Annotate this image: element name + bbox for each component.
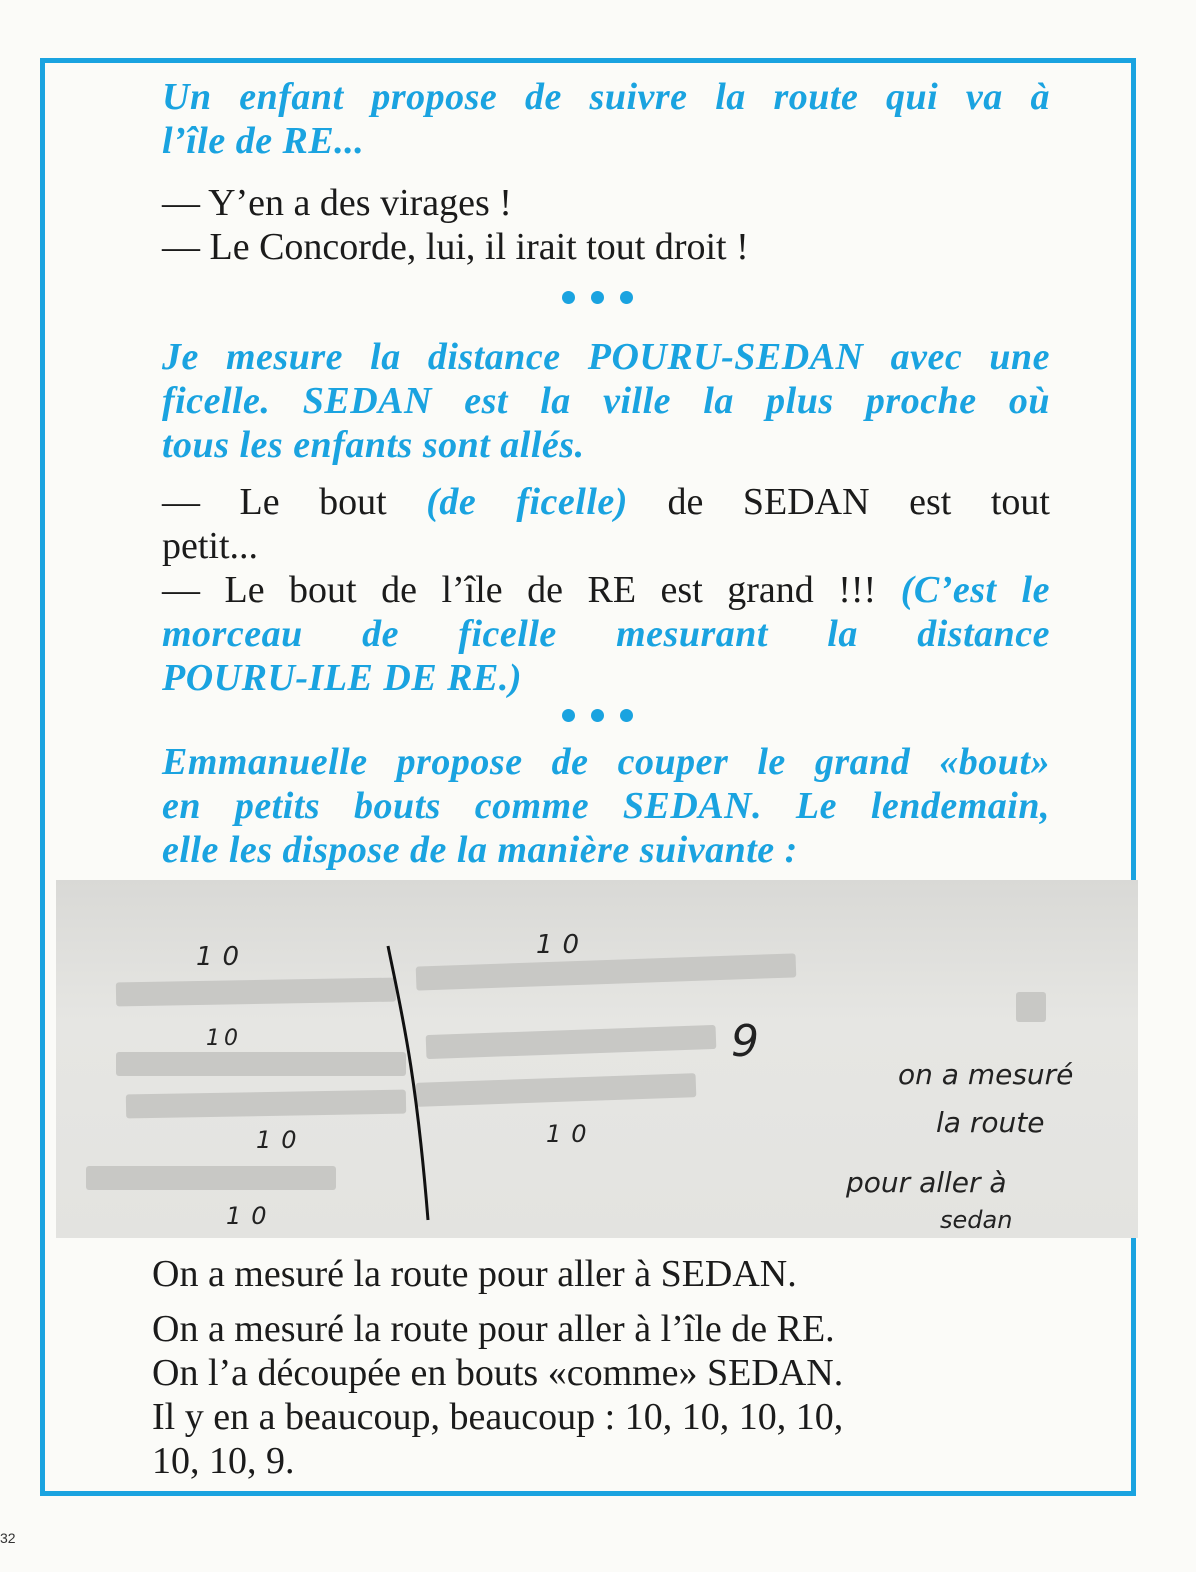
- text-line: Je mesure la distance POURU-SEDAN avec une: [162, 336, 1050, 378]
- intro-paragraph: [162, 75, 1050, 163]
- dialogue-line: — Le Concorde, lui, il irait tout droit !: [162, 226, 749, 268]
- conclusion-line: On a mesuré la route pour aller à SEDAN.: [152, 1253, 797, 1295]
- text-line: Emmanuelle propose de couper le grand «bout»: [162, 741, 1050, 783]
- dialogue-text: — Le bout: [162, 481, 427, 523]
- handwritten-caption: pour aller à: [846, 1166, 1007, 1199]
- aside-line: POURU-ILE DE RE.): [162, 657, 523, 699]
- text-line: Un enfant propose de suivre la route qui va à: [162, 76, 1050, 118]
- dot-icon: [591, 291, 604, 304]
- dialogue-block-1: [162, 181, 1050, 269]
- dot-icon: [562, 291, 575, 304]
- text-line: On l’a découpée en bouts «comme» SEDAN.: [152, 1352, 844, 1394]
- text-line: 10, 10, 9.: [152, 1440, 295, 1482]
- dialogue-block-2: [162, 480, 1050, 700]
- dialogue-line: petit...: [162, 525, 259, 567]
- string-pieces-photo: [56, 880, 1138, 1238]
- handwritten-caption: la route: [936, 1106, 1045, 1139]
- length-label: 10: [536, 930, 590, 960]
- aside-line: morceau de ficelle mesurant la distance: [162, 613, 1050, 655]
- text-line: Il y en a beaucoup, beaucoup : 10, 10, 10, 10,: [152, 1396, 844, 1438]
- dialogue-text: — Le bout de l’île de RE est grand !!!: [162, 569, 901, 611]
- text-line: On a mesuré la route pour aller à l’île de RE.: [152, 1308, 835, 1350]
- measure-paragraph: [162, 335, 1050, 467]
- text-line: tous les enfants sont allés.: [162, 424, 585, 466]
- handwritten-caption: sedan: [940, 1206, 1013, 1234]
- dialogue-line: [162, 568, 1050, 612]
- text-line: en petits bouts comme SEDAN. Le lendemain,: [162, 785, 1050, 827]
- length-label: 10: [206, 1026, 242, 1051]
- separator-dots: [562, 291, 633, 304]
- length-label: 10: [226, 1202, 277, 1230]
- dot-icon: [620, 291, 633, 304]
- text-line: ficelle. SEDAN est la ville la plus proche où: [162, 380, 1050, 422]
- dot-icon: [620, 709, 633, 722]
- length-label: 10: [546, 1120, 597, 1148]
- dialogue-line: — Y’en a des virages !: [162, 182, 512, 224]
- aside-text: (de ficelle): [426, 481, 628, 523]
- aside-text: (C’est le: [900, 569, 1050, 611]
- text-line: l’île de RE...: [162, 120, 365, 162]
- conclusion-paragraph: [152, 1307, 1032, 1483]
- separator-dots: [562, 709, 633, 722]
- emmanuelle-paragraph: [162, 740, 1050, 872]
- dot-icon: [591, 709, 604, 722]
- dialogue-text: de SEDAN est tout: [627, 481, 1050, 523]
- text-line: elle les dispose de la manière suivante :: [162, 829, 798, 871]
- length-label: 10: [196, 942, 250, 972]
- length-label: 9: [731, 1016, 759, 1067]
- page-number: 32: [0, 1530, 16, 1546]
- dialogue-line: [162, 480, 1050, 524]
- length-label: 10: [256, 1126, 307, 1154]
- handwritten-caption: on a mesuré: [898, 1058, 1074, 1091]
- dot-icon: [562, 709, 575, 722]
